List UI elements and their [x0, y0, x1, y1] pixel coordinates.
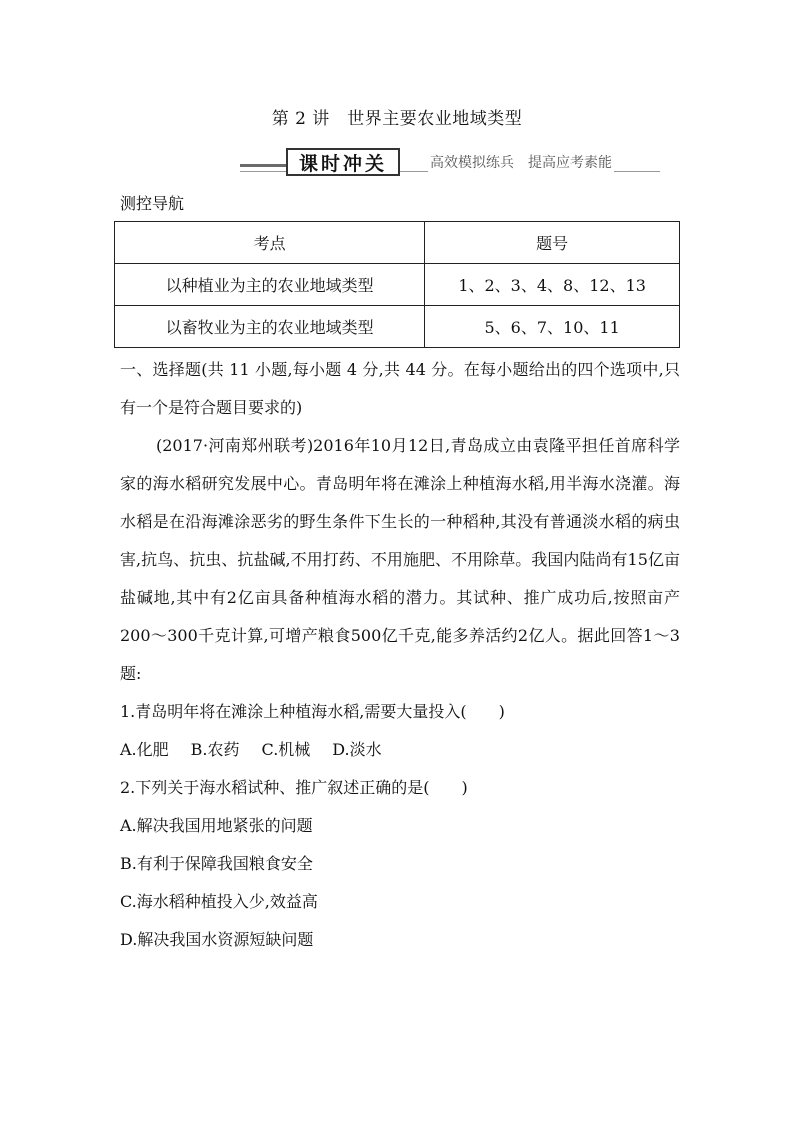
banner-thin-rule-left	[240, 171, 286, 172]
question-stem: 1.青岛明年将在滩涂上种植海水稻,需要大量投入( )	[120, 702, 505, 721]
passage-text: (2017·河南郑州联考)2016年10月12日,青岛成立由袁隆平担任首席科学家的海水稻研究发展中心。青岛明年将在滩涂上种植海水稻,用半海水浇灌。海水稻是在沿海滩涂恶劣的野生条件下生长的一种稻种,其没有普通淡水稻的病虫害,抗鸟、抗虫、抗盐碱,不用打药、不用施肥、不用除草。我国内陆尚有15亿亩盐碱地,其中有2亿亩具备种植海水稻的潜力。其试种、推广成功后,按照亩产200～300千克计算,可增产粮食500亿千克,能多养活约2亿人。据此回答1～3题:	[120, 436, 680, 683]
banner-rule-left	[240, 164, 286, 167]
table-cell: 以种植业为主的农业地域类型	[115, 264, 425, 306]
option-row	[120, 731, 680, 769]
option: C.机械	[261, 740, 311, 759]
table-row	[115, 264, 680, 306]
banner-slogan: 高效模拟练兵 提高应考素能	[428, 152, 614, 172]
option: A.解决我国用地紧张的问题	[120, 816, 313, 835]
banner-title-box: 课时冲关	[286, 148, 400, 176]
table-cell: 1、2、3、4、8、12、13	[425, 264, 680, 306]
option: D.解决我国水资源短缺问题	[120, 930, 314, 949]
table-header-cell: 题号	[425, 222, 680, 264]
navigation-table	[114, 221, 680, 348]
lesson-title: 第 2 讲 世界主要农业地域类型	[271, 109, 523, 129]
question-section	[120, 351, 680, 959]
table-cell: 5、6、7、10、11	[425, 306, 680, 348]
table-header-cell: 考点	[115, 222, 425, 264]
table-cell: 以畜牧业为主的农业地域类型	[115, 306, 425, 348]
option: C.海水稻种植投入少,效益高	[120, 892, 318, 911]
option: A.化肥	[120, 740, 169, 759]
section-label: 测控导航	[120, 194, 185, 213]
option: D.淡水	[332, 740, 382, 759]
section-banner	[240, 144, 660, 180]
question-stem: 2.下列关于海水稻试种、推广叙述正确的是( )	[120, 778, 468, 797]
table-header-row	[115, 222, 680, 264]
part-heading: 一、选择题(共 11 小题,每小题 4 分,共 44 分。在每小题给出的四个选项中,只有一个是符合题目要求的)	[120, 360, 680, 417]
option: B.农药	[190, 740, 240, 759]
option: B.有利于保障我国粮食安全	[120, 854, 313, 873]
table-row	[115, 306, 680, 348]
